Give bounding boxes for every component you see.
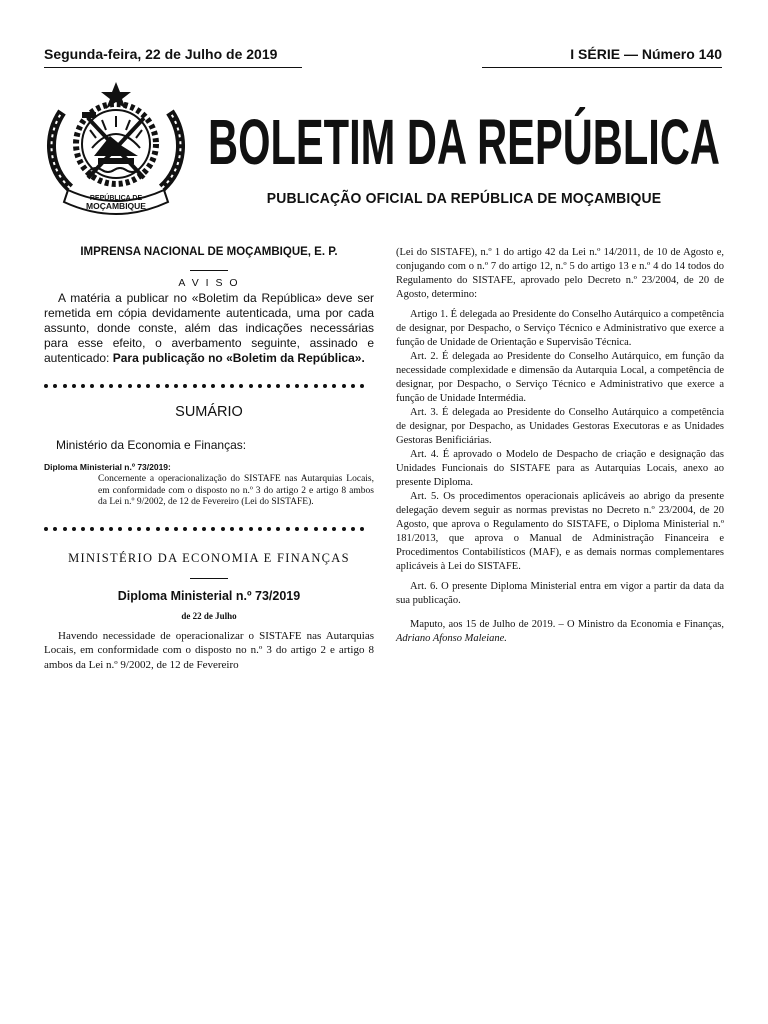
divider-dot [295,384,299,388]
divider-dot [221,527,225,531]
divider-dot [202,384,206,388]
article-6: Art. 6. O presente Diploma Ministerial entra em vigor a partir da data da sua publicação. [396,581,724,606]
divider-dot [118,384,122,388]
divider-dot [193,384,197,388]
masthead-title [206,96,722,176]
divider-dot [165,384,169,388]
divider-dot [128,384,132,388]
emblem-icon [40,78,192,220]
right-column [396,246,724,646]
divider-dot [351,527,355,531]
divider-dot [44,384,48,388]
notice-body [44,291,374,366]
short-divider [190,578,228,579]
divider-dot [286,527,290,531]
notice-body-bold: Para publicação no «Boletim da República». [112,351,365,365]
divider-dot [230,384,234,388]
left-column [44,246,374,672]
closing-signature [396,618,724,646]
divider-dot [314,384,318,388]
issue-series-number: I SÉRIE — Número 140 [570,46,722,62]
divider-dot [174,384,178,388]
signatory-name: Adriano Afonso Maleiane. [396,633,507,644]
divider-dot [174,527,178,531]
divider-dot [221,384,225,388]
divider-dot [183,384,187,388]
divider-dot [351,384,355,388]
divider-dot [109,384,113,388]
article-1: Artigo 1. É delegada ao Presidente do Conselho Autárquico a competência de designar, por Despacho, o Serviço Técnico e Administrativo que exerce a função de Unidade de Orientação e Supervisão Técnica. [396,309,724,348]
divider-dot [72,384,76,388]
article-5: Art. 5. Os procedimentos operacionais aplicáveis ao abrigo da presente delegação devem seguir as normas previstas no Decreto n.º 23/2004, de 20 Agosto, que aprova o Regulamento do SISTAFE, o Diploma Ministerial n.º 181/2013, que aprova o Manual de Administração Financeira e Procedimentos Contabilísticos (MAF), e as demais normas complementares aplicáveis à Lei do SISTAFE. [396,491,724,572]
masthead-subtitle: PUBLICAÇÃO OFICIAL DA REPÚBLICA DE MOÇAMBIQUE [266,190,662,207]
divider-dot [239,384,243,388]
emblem-line-1: REPÚBLICA DE [89,195,143,202]
divider-dot [332,384,336,388]
divider-dot [304,527,308,531]
divider-dot [304,384,308,388]
divider-dot [118,527,122,531]
divider-dot [360,527,364,531]
masthead-title-text: BOLETIM DA REPÚBLICA [208,106,720,176]
divider-dot [230,527,234,531]
closing-text: Maputo, aos 15 de Julho de 2019. – O Ministro da Economia e Finanças, [410,619,724,630]
divider-dot [249,527,253,531]
summary-title: SUMÁRIO [175,404,243,420]
divider-dot [81,527,85,531]
coat-of-arms-emblem [40,78,192,220]
divider-dot [342,384,346,388]
divider-dot [156,384,160,388]
divider-dot [90,384,94,388]
decree-intro-continued: (Lei do SISTAFE), n.º 1 do artigo 42 da Lei n.º 14/2011, de 10 de Agosto e, conjugando com o n.º 7 do artigo 12, n.º 5 do artigo 13 e n.º 4 do 14 todos do Regulamento do SISTAFE, aprovado pelo Decreto n.º 23/2004, de 20 de Agosto, determino: [396,247,724,300]
dotted-divider [44,527,374,535]
divider-dot [323,527,327,531]
divider-dot [63,527,67,531]
divider-dot [146,527,150,531]
divider-dot [137,384,141,388]
divider-dot [211,384,215,388]
divider-dot [267,384,271,388]
issue-date: Segunda-feira, 22 de Julho de 2019 [44,46,278,62]
divider-dot [342,527,346,531]
divider-dot [276,384,280,388]
divider-dot [286,384,290,388]
divider-dot [109,527,113,531]
divider-dot [323,384,327,388]
short-divider [190,270,228,271]
header-rule-right [482,67,722,68]
decree-date: de 22 de Julho [181,610,237,621]
divider-dot [267,527,271,531]
divider-dot [332,527,336,531]
divider-dot [72,527,76,531]
divider-dot [90,527,94,531]
divider-dot [258,384,262,388]
publisher-name: IMPRENSA NACIONAL DE MOÇAMBIQUE, E. P. [80,246,338,258]
divider-dot [314,527,318,531]
decree-intro: Havendo necessidade de operacionalizar o SISTAFE nas Autarquias Locais, em conformidade com o disposto no n.º 3 do artigo 2 e artigo 8 ambos da Lei n.º 9/2002, de 12 de Fevereiro [44,629,374,671]
divider-dot [53,384,57,388]
notice-title: A V I S O [178,277,240,289]
divider-dot [100,527,104,531]
divider-dot [360,384,364,388]
divider-dot [44,527,48,531]
divider-dot [258,527,262,531]
header-rule-left [44,67,302,68]
divider-dot [165,527,169,531]
divider-dot [100,384,104,388]
divider-dot [295,527,299,531]
divider-dot [146,384,150,388]
divider-dot [202,527,206,531]
divider-dot [137,527,141,531]
divider-dot [276,527,280,531]
summary-description: Concernente a operacionalização do SISTAFE nas Autarquias Locais, em conformidade com o disposto no n.º 3 do artigo 2 e artigo 8 ambos da Lei n.º 9/2002, de 12 de Fevereiro (Lei do SISTAFE). [98,474,374,507]
article-2: Art. 2. É delegada ao Presidente do Conselho Autárquico, em função da necessidade complexidade e dimensão da Autarquia Local, a competência de designar, por Despacho, o Serviço Técnico e Administrativo que exerce a função de Unidade Intermédia. [396,351,724,404]
divider-dot [128,527,132,531]
divider-dot [239,527,243,531]
divider-dot [53,527,57,531]
decree-title: Diploma Ministerial n.º 73/2019 [117,588,301,603]
divider-dot [156,527,160,531]
divider-dot [249,384,253,388]
divider-dot [193,527,197,531]
summary-diploma: Diploma Ministerial n.º 73/2019: [44,462,171,472]
divider-dot [81,384,85,388]
emblem-line-2: MOÇAMBIQUE [86,201,146,211]
notice-body-text: A matéria a publicar no «Boletim da República» deve ser remetida em cópia devidamente autenticada, uma por cada assunto, donde conste, além das indicações necessárias para esse efeito, o averbamento seguinte, assinado e autenticado: [44,291,374,365]
summary-ministry: Ministério da Economia e Finanças: [56,438,247,452]
divider-dot [183,527,187,531]
article-3: Art. 3. É delegada ao Presidente do Conselho Autárquico a competência de designar, por Despacho, as Unidades Gestoras Executoras e as Unidades Gestoras Benificiárias. [396,407,724,446]
article-4: Art. 4. É aprovado o Modelo de Despacho de criação e designação das Unidades Funcionais do SISTAFE para as Autarquias Locais, anexo ao presente Diploma. [396,449,724,488]
dotted-divider [44,384,374,392]
decree-ministry: MINISTÉRIO DA ECONOMIA E FINANÇAS [68,550,350,565]
divider-dot [63,384,67,388]
divider-dot [211,527,215,531]
